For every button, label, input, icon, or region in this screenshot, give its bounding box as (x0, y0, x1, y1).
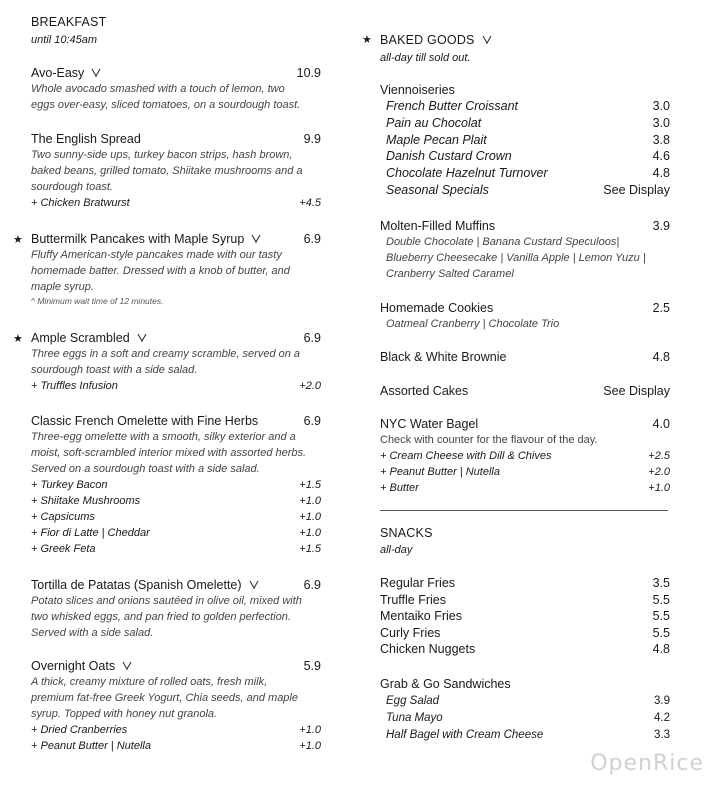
item-price: 6.9 (303, 232, 321, 246)
menu-item (31, 132, 321, 211)
addon-price: +2.0 (648, 466, 670, 478)
item-name: Classic French Omelette with Fine Herbs (31, 414, 259, 428)
addon-row (380, 480, 670, 496)
item-name: Truffle Fries (380, 592, 446, 607)
addon-name: + Dried Cranberries (31, 724, 128, 736)
item-note: ^ Minimum wait time of 12 minutes. (31, 296, 164, 306)
section-subtitle-snacks: all-day (380, 544, 413, 556)
menu-item (31, 414, 321, 557)
item-description: eggs over-easy, sliced tomatoes, on a sourdough toast. (31, 99, 301, 111)
addon-name: + Turkey Bacon (31, 479, 108, 491)
item-name: Ample Scrambled (31, 331, 130, 345)
addon-row (380, 464, 670, 480)
addon-name: + Peanut Butter | Nutella (31, 740, 151, 752)
item-price: 3.0 (652, 99, 670, 113)
list-item (380, 148, 670, 165)
group-title: Viennoiseries (380, 83, 455, 97)
addon-row (31, 525, 321, 541)
leaf-icon (482, 35, 492, 45)
leaf-icon (251, 234, 261, 244)
list-item (380, 608, 670, 625)
item-description: Served with a side salad. (31, 627, 154, 639)
list-item (380, 575, 670, 592)
item-description: sourdough toast with a side salad. (31, 364, 198, 376)
item-price: 4.8 (652, 642, 670, 657)
list-item (380, 132, 670, 149)
leaf-icon (91, 68, 101, 78)
item-price: 5.9 (303, 659, 321, 673)
addon-price: +4.5 (299, 197, 321, 209)
item-name: Homemade Cookies (380, 301, 494, 315)
menu-item (13, 331, 321, 394)
item-description: Fluffy American-style pancakes made with our tasty (31, 249, 282, 261)
addon-name: + Shiitake Mushrooms (31, 495, 141, 507)
addon-price: +1.0 (299, 495, 321, 507)
list-item (380, 115, 670, 132)
star-icon: ★ (13, 234, 23, 246)
item-price: 4.6 (652, 149, 670, 164)
item-name: French Butter Croissant (386, 99, 518, 113)
addon-row (31, 509, 321, 525)
item-description: premium fat-free Greek Yogurt, Chia seeds, and maple (31, 692, 298, 704)
addon-price: +1.5 (299, 543, 321, 555)
addon-name: + Capsicums (31, 511, 95, 523)
item-price: 4.8 (652, 350, 670, 364)
addon-price: +1.0 (299, 724, 321, 736)
addon-price: +1.0 (648, 482, 670, 494)
addon-row (380, 448, 670, 464)
addon-name: + Cream Cheese with Dill & Chives (380, 450, 552, 462)
item-description: two whisked eggs, and pan fried to golden perfection. (31, 611, 291, 623)
item-name: Mentaiko Fries (380, 609, 462, 624)
addon-name: + Peanut Butter | Nutella (380, 466, 500, 478)
list-item (380, 641, 670, 658)
item-price: 4.0 (652, 417, 670, 431)
list-item (380, 182, 670, 199)
item-description: A thick, creamy mixture of rolled oats, fresh milk, (31, 676, 268, 688)
menu-item (31, 66, 321, 113)
item-price: 6.9 (303, 578, 321, 592)
item-description: Two sunny-side ups, turkey bacon strips, hash brown, (31, 149, 293, 161)
item-name: Seasonal Specials (386, 182, 489, 197)
list-item (380, 625, 670, 642)
addon-name: + Butter (380, 482, 419, 494)
item-name: Regular Fries (380, 576, 456, 590)
list-item (380, 165, 670, 182)
item-price: 6.9 (303, 414, 321, 428)
addon-price: +1.0 (299, 740, 321, 752)
viennoiseries-group (380, 83, 670, 199)
addon-row (31, 722, 321, 738)
item-name: Black & White Brownie (380, 350, 507, 364)
item-description: Potato slices and onions sautéed in olive oil, mixed with (31, 595, 302, 607)
addon-price: +1.0 (299, 511, 321, 523)
section-title-baked (362, 33, 492, 47)
item-description: Three-egg omelette with a smooth, silky exterior and a (31, 431, 296, 443)
item-price: See Display (603, 384, 670, 398)
item-name: Tuna Mayo (386, 711, 443, 724)
item-price: 3.0 (652, 115, 670, 130)
menu-item (380, 384, 670, 398)
item-description: baked beans, grilled tomato, Shiitake mushrooms and a (31, 165, 303, 177)
star-icon: ★ (362, 34, 373, 46)
addon-row (31, 493, 321, 509)
item-name: Curly Fries (380, 625, 441, 640)
group-title: Grab & Go Sandwiches (380, 677, 511, 691)
item-price: 5.5 (652, 609, 670, 624)
item-description: Blueberry Cheesecake | Vanilla Apple | Lemon Yuzu | (386, 252, 646, 264)
item-name: Pain au Chocolat (386, 115, 482, 130)
item-description: sourdough toast. (31, 181, 113, 193)
item-name: Avo-Easy (31, 66, 85, 80)
item-price: 4.2 (654, 711, 670, 724)
item-name: Egg Salad (386, 695, 440, 707)
addon-row (31, 738, 321, 754)
item-description: maple syrup. (31, 281, 94, 293)
item-description: homemade batter. Dressed with a knob of butter, and (31, 265, 290, 277)
addon-name: + Truffles Infusion (31, 380, 118, 392)
item-description: Check with counter for the flavour of the day. (380, 434, 598, 446)
section-title-breakfast: BREAKFAST (31, 15, 107, 29)
item-name: Assorted Cakes (380, 384, 469, 398)
item-description: Whole avocado smashed with a touch of lemon, two (31, 83, 285, 95)
item-description: Three eggs in a soft and creamy scramble, served on a (31, 348, 301, 360)
item-price: 3.5 (652, 576, 670, 590)
item-price: 3.3 (654, 728, 670, 741)
section-divider (380, 510, 668, 511)
item-description: Cranberry Salted Caramel (386, 268, 514, 280)
menu-item (13, 232, 321, 306)
item-name: Chocolate Hazelnut Turnover (386, 166, 548, 181)
addon-price: +2.5 (648, 450, 670, 462)
item-price: 3.9 (652, 219, 670, 233)
addon-price: +1.0 (299, 527, 321, 539)
menu-item (380, 301, 670, 332)
menu-item (380, 417, 670, 496)
item-price: 3.9 (654, 695, 670, 707)
addon-price: +2.0 (299, 380, 321, 392)
section-title-text: BAKED GOODS (380, 33, 475, 47)
item-price: 5.5 (652, 592, 670, 607)
item-description: moist, soft-scrambled interior mixed with assorted herbs. (31, 447, 307, 459)
item-price: 5.5 (652, 625, 670, 640)
addon-row (31, 477, 321, 493)
item-name: Half Bagel with Cream Cheese (386, 728, 544, 741)
menu-item (31, 659, 321, 754)
addon-name: + Chicken Bratwurst (31, 197, 130, 209)
leaf-icon (137, 333, 147, 343)
section-title-snacks: SNACKS (380, 526, 433, 540)
item-description: Served on a sourdough toast with a side salad. (31, 463, 260, 475)
item-price: 4.8 (652, 166, 670, 181)
section-subtitle-breakfast: until 10:45am (31, 34, 98, 46)
item-name: Danish Custard Crown (386, 149, 512, 164)
menu-item (380, 350, 670, 364)
leaf-icon (249, 580, 259, 590)
list-item (380, 693, 670, 710)
item-description: Oatmeal Cranberry | Chocolate Trio (386, 318, 560, 330)
item-name: Molten-Filled Muffins (380, 219, 496, 233)
list-item (380, 98, 670, 115)
addon-row (31, 541, 321, 557)
addon-price: +1.5 (299, 479, 321, 491)
item-price: 10.9 (296, 66, 321, 80)
addon-name: + Fior di Latte | Cheddar (31, 527, 150, 539)
item-price: 2.5 (652, 301, 670, 315)
snacks-list (380, 575, 670, 658)
menu-item (31, 578, 321, 641)
menu-item (380, 219, 670, 282)
watermark: OpenRice (590, 751, 704, 776)
star-icon: ★ (13, 333, 23, 345)
list-item (380, 727, 670, 744)
addon-name: + Greek Feta (31, 543, 96, 555)
item-price: 6.9 (303, 331, 321, 345)
item-price: 9.9 (303, 132, 321, 146)
item-price: See Display (603, 182, 670, 197)
item-description: Double Chocolate | Banana Custard Speculoos| (386, 236, 620, 248)
list-item (380, 592, 670, 609)
item-name: Maple Pecan Plait (386, 132, 487, 147)
item-description: syrup. Topped with honey nut granola. (31, 708, 218, 720)
item-price: 3.8 (652, 132, 670, 147)
item-name: The English Spread (31, 132, 141, 146)
leaf-icon (122, 661, 132, 671)
item-name: NYC Water Bagel (380, 417, 479, 431)
addon-row (31, 195, 321, 211)
sandwiches-group (380, 677, 670, 743)
section-subtitle-baked: all-day till sold out. (380, 52, 471, 64)
item-name: Buttermilk Pancakes with Maple Syrup (31, 232, 245, 246)
item-name: Overnight Oats (31, 659, 116, 673)
list-item (380, 710, 670, 727)
item-name: Tortilla de Patatas (Spanish Omelette) (31, 578, 242, 592)
addon-row (31, 378, 321, 394)
item-name: Chicken Nuggets (380, 642, 476, 657)
